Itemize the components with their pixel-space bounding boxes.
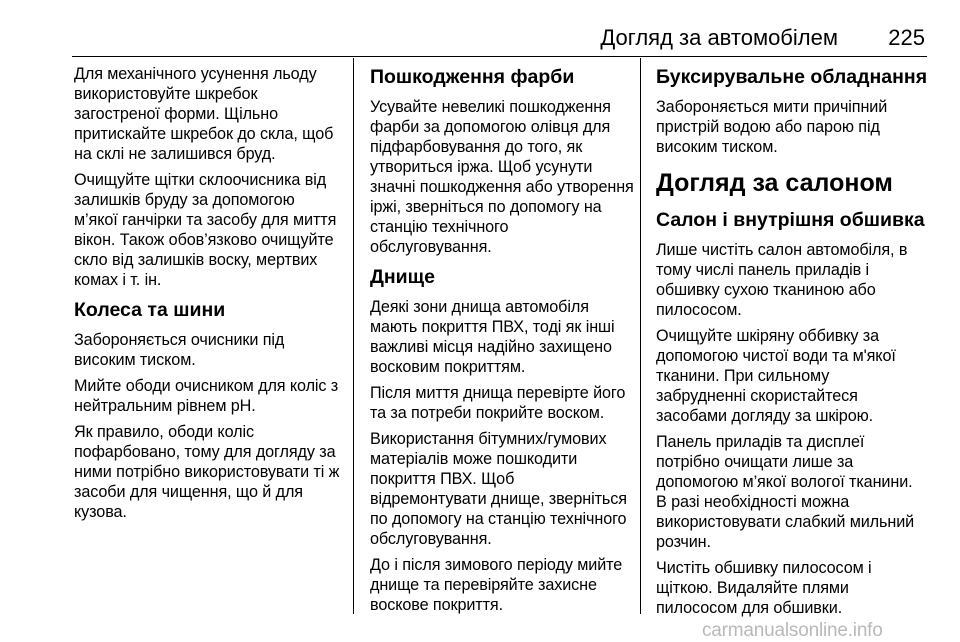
text-line: притискайте шкребок до скла, щоб [74, 125, 334, 143]
text-line: Очищуйте щітки склоочисника від [74, 171, 327, 189]
column-1 [74, 64, 346, 528]
text-line: пилососом для обшивки. [656, 599, 843, 617]
text-line: пристрій водою або парою під [656, 118, 880, 136]
text-line: Після миття днища перевірте його [370, 384, 626, 402]
paragraph-pvc-coating [370, 297, 642, 377]
text-line: станцію технічного [370, 218, 509, 236]
text-line: значні пошкодження або утворення [370, 178, 634, 196]
paragraph-wash-rims [74, 376, 346, 416]
watermark: carmanualsonline.info [702, 620, 883, 641]
text-line: обслуговування. [370, 530, 492, 548]
text-line: комах і т. ін. [74, 271, 162, 289]
column-3 [656, 64, 928, 624]
text-line: кузова. [74, 503, 127, 521]
text-line: днище та перевіряйте захисне [370, 576, 597, 594]
text-line: нейтральним рівнем pH. [74, 397, 256, 415]
text-line: загостреної форми. Щільно [74, 105, 279, 123]
text-line: мають покриття ПВХ, тоді як інші [370, 318, 615, 336]
text-line: обслуговування. [370, 238, 492, 256]
column-divider-1 [353, 58, 354, 614]
text-line: восковим покриттям. [370, 358, 526, 376]
paragraph-no-high-pressure [74, 330, 346, 370]
header-rule [72, 56, 927, 57]
text-line: Як правило, ободи коліс [74, 423, 254, 441]
text-line: До і після зимового періоду мийте [370, 556, 623, 574]
text-line: та за потреби покрийте воском. [370, 404, 605, 422]
text-line: потрібно очищати лише за [656, 453, 854, 471]
text-line: Забороняється очисники під [74, 331, 285, 349]
text-line: залишків бруду за допомогою [74, 191, 295, 209]
heading-towing-equipment: Буксирувальне обладнання [656, 66, 928, 88]
text-line: забрудненні скористайтеся [656, 387, 858, 405]
text-line: Використання бітумних/гумових [370, 430, 607, 448]
page-title: Догляд за автомобілем [600, 25, 838, 50]
text-line: матеріалів може пошкодити [370, 450, 578, 468]
text-line: по допомогу на станцію технічного [370, 510, 627, 528]
text-line: вікон. Також обов’язково очищуйте [74, 231, 334, 249]
text-line: Лише чистіть салон автомобіля, в [656, 241, 908, 259]
paragraph-winter [370, 555, 642, 615]
heading-paint-damage: Пошкодження фарби [370, 66, 575, 88]
text-line: використовувати слабкий мильний [656, 513, 915, 531]
text-line: Чистіть обшивку пилососом і [656, 559, 872, 577]
text-line: фарби за допомогою олівця для [370, 118, 611, 136]
page-header [0, 0, 960, 58]
text-line: допомогою м’якої вологої тканини. [656, 473, 913, 491]
text-line: важливі місця надійно захищено [370, 338, 612, 356]
paragraph-wiper-blades [74, 170, 346, 290]
paragraph-leather [656, 326, 928, 426]
text-line: Очищуйте шкіряну оббивку за [656, 327, 879, 345]
paragraph-ice-scraper [74, 64, 346, 164]
text-line: використовуйте шкребок [74, 85, 258, 103]
text-line: відремонтувати днище, зверніться [370, 490, 627, 508]
text-line: утвориться іржа. Щоб усунути [370, 158, 593, 176]
text-line: засобами догляду за шкірою. [656, 407, 874, 425]
paragraph-rims-painted [74, 422, 346, 522]
text-line: м’якої ганчірки та засобу для миття [74, 211, 337, 229]
text-line: іржі, зверніться по допомогу на [370, 198, 602, 216]
heading-underbody: Днище [370, 266, 435, 288]
text-line: Панель приладів та дисплеї [656, 433, 865, 451]
column-2 [370, 64, 642, 621]
page-number: 225 [888, 25, 925, 50]
text-line: на склі не залишився бруд. [74, 145, 276, 163]
text-line: покриття ПВХ. Щоб [370, 470, 515, 488]
paragraph-after-wash [370, 383, 642, 423]
text-line: скло від залишків воску, мертвих [74, 251, 318, 269]
paragraph-upholstery [656, 558, 928, 618]
heading-wheels-tyres: Колеса та шини [74, 299, 226, 321]
text-line: Для механічного усунення льоду [74, 65, 317, 83]
text-line: високим тиском. [656, 138, 778, 156]
text-line: В разі необхідності можна [656, 493, 850, 511]
text-line: розчин. [656, 533, 711, 551]
paragraph-dry-clean [656, 240, 928, 320]
paragraph-bitumen [370, 429, 642, 549]
text-line: тканини. При сильному [656, 367, 830, 385]
paragraph-towing-no-wash [656, 97, 928, 157]
heading-interior-care: Догляд за салоном [656, 169, 893, 197]
text-line: тому числі панель приладів і [656, 261, 869, 279]
text-line: високим тиском. [74, 351, 196, 369]
text-line: воскове покриття. [370, 596, 503, 614]
text-line: Деякі зони днища автомобіля [370, 298, 589, 316]
text-line: Забороняється мити причіпний [656, 98, 888, 116]
text-line: Мийте ободи очисником для коліс з [74, 377, 339, 395]
text-line: пофарбовано, тому для догляду за [74, 443, 336, 461]
text-line: засоби для чищення, що й для [74, 483, 303, 501]
heading-interior-trim: Салон і внутрішня обшивка [656, 209, 925, 231]
text-line: обшивку сухою тканиною або [656, 281, 876, 299]
text-line: Усувайте невеликі пошкодження [370, 98, 611, 116]
text-line: пилососом. [656, 301, 742, 319]
text-line: щіткою. Видаляйте плями [656, 579, 849, 597]
paragraph-paint-damage [370, 97, 642, 257]
text-line: ними потрібно використовувати ті ж [74, 463, 340, 481]
text-line: допомогою чистої води та м'якої [656, 347, 896, 365]
paragraph-dashboard [656, 432, 928, 552]
text-line: підфарбовування до того, як [370, 138, 583, 156]
